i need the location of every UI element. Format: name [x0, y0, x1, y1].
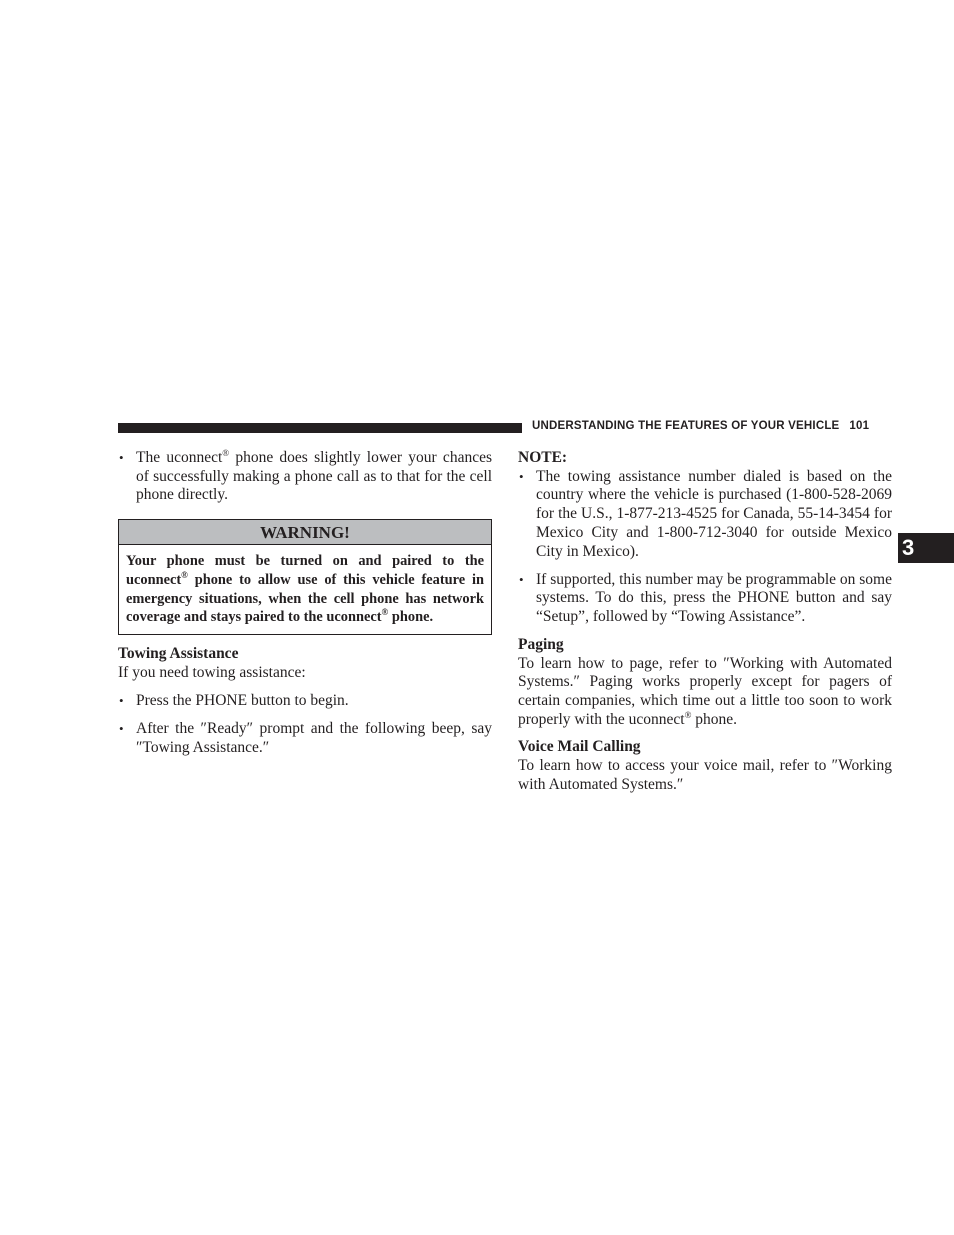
- left-column: [118, 449, 492, 757]
- note-label: NOTE:: [518, 449, 568, 466]
- warning-title: WARNING!: [119, 520, 491, 545]
- registered-mark: ®: [684, 709, 692, 720]
- list-item: • The uconnect® phone does slightly lower your chances of successfully making a phone call as to that for the cell phone directly.: [119, 448, 492, 504]
- towing-intro: If you need towing assistance:: [118, 663, 306, 681]
- voicemail-heading: Voice Mail Calling: [518, 738, 641, 756]
- registered-mark: ®: [222, 448, 230, 458]
- section-title: UNDERSTANDING THE FEATURES OF YOUR VEHICLE: [532, 420, 840, 432]
- header-rule: [118, 423, 522, 433]
- bullet-icon: •: [519, 571, 524, 587]
- warning-text: Your phone must be turned on and paired to the uconnect® phone to allow use of this vehicle feature in emergency situations, when the cell phone has network coverage and stays paired to the uconnect® phone.: [126, 553, 484, 626]
- list-item: • Press the PHONE button to begin.: [119, 691, 349, 709]
- running-header: [532, 420, 892, 432]
- paging-heading: Paging: [518, 635, 564, 653]
- list-item: • If supported, this number may be programmable on some systems. To do this, press the PHONE button and say “Setup”, followed by “Towing Assistance”.: [519, 570, 892, 626]
- chapter-tab: 3: [898, 533, 954, 563]
- paging-text: To learn how to page, refer to ″Working with Automated Systems.″ Paging works properly except for pagers of certain companies, which time out a little too soon to work properly with the uconnect® phone.: [518, 654, 892, 728]
- voicemail-text: To learn how to access your voice mail, refer to ″Working with Automated Systems.″: [518, 757, 892, 793]
- warning-box: [118, 519, 492, 635]
- bullet-icon: •: [519, 468, 524, 484]
- right-column: [518, 449, 892, 794]
- page-number: 101: [849, 420, 870, 432]
- bullet-icon: •: [119, 450, 124, 465]
- list-item: • The towing assistance number dialed is based on the country where the vehicle is purchased (1-800-528-2069 for the U.S., 1-877-213-4525 for Canada, 55-14-3454 for Mexico City and 1-800-712-3040 for outside Mexico City in Mexico).: [519, 467, 892, 560]
- registered-mark: ®: [181, 569, 188, 580]
- list-item: • After the ″Ready″ prompt and the following beep, say ″Towing Assistance.″: [119, 720, 492, 756]
- towing-heading: Towing Assistance: [118, 644, 239, 662]
- bullet-icon: •: [119, 692, 124, 708]
- bullet-icon: •: [119, 721, 124, 737]
- registered-mark: ®: [381, 607, 389, 618]
